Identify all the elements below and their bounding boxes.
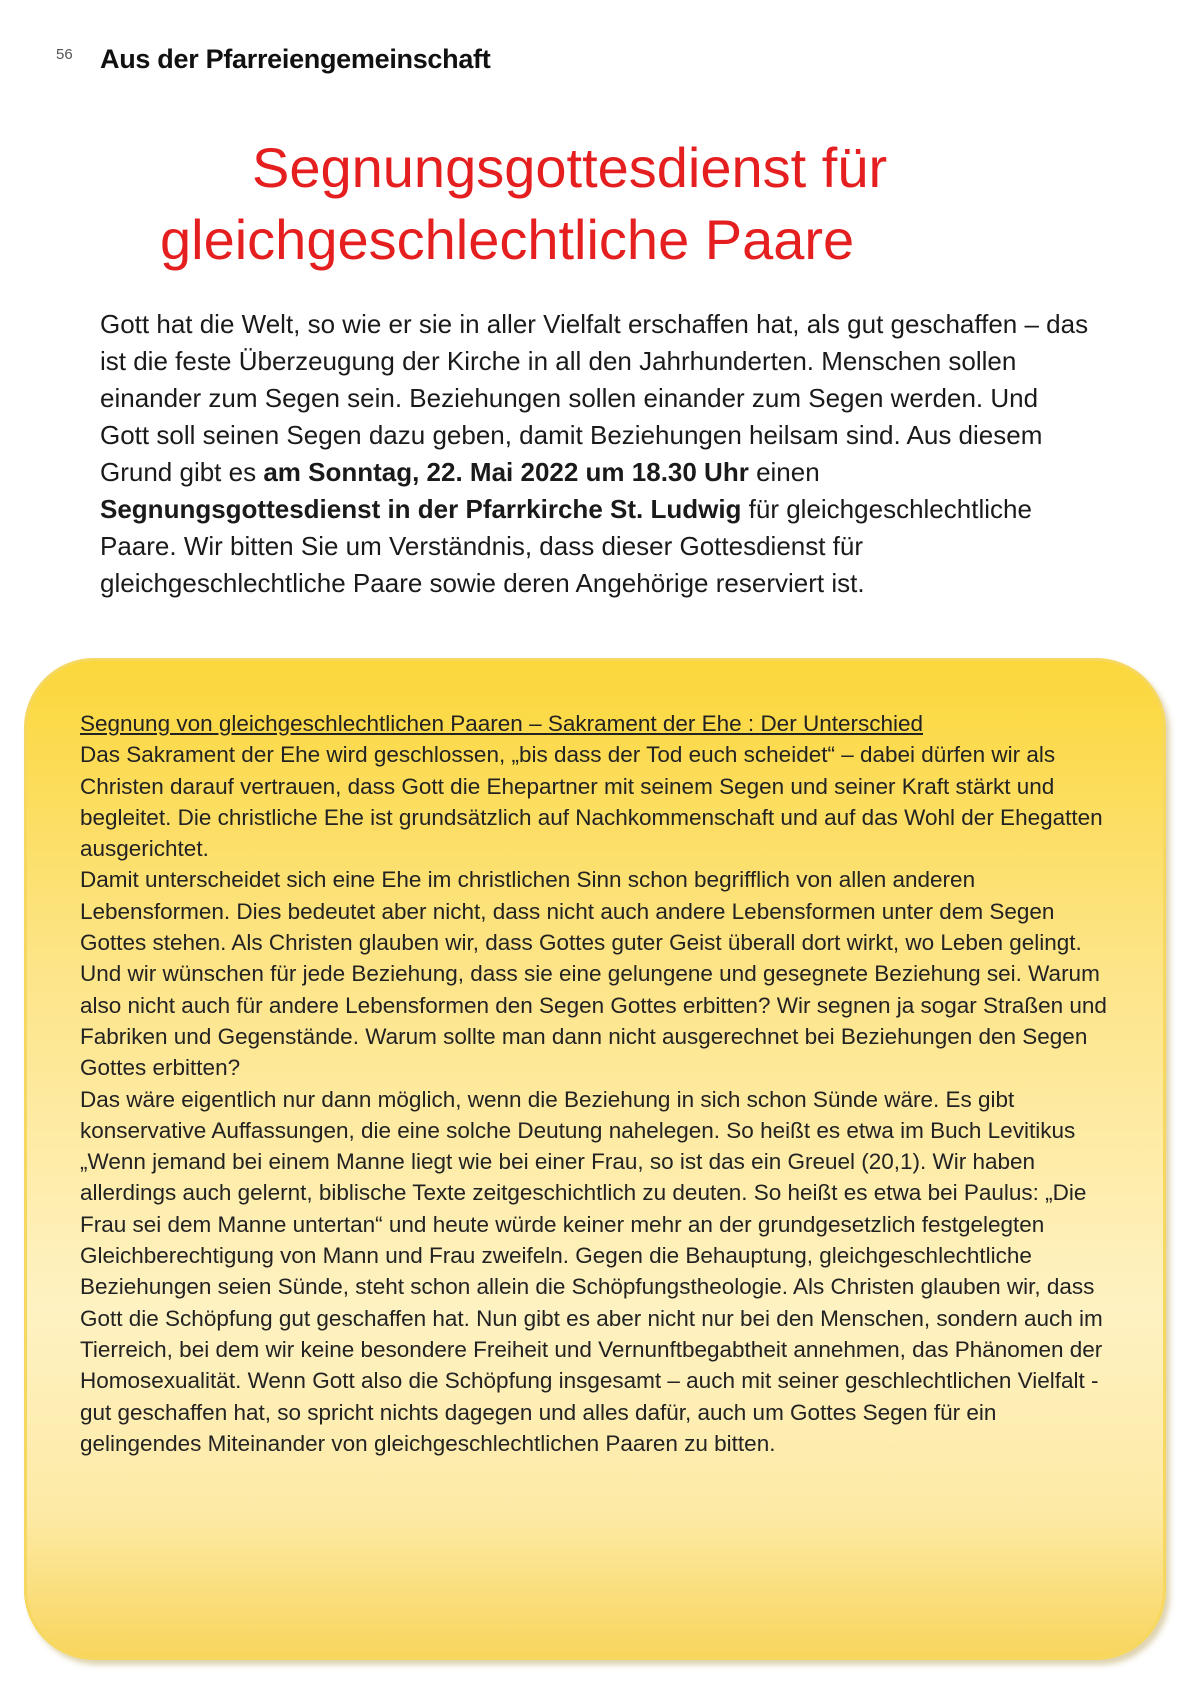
headline-line-1: Segnungsgottesdienst für [252,136,888,199]
intro-paragraph [100,306,1090,602]
headline-line-2: gleichgeschlechtliche Paare [160,208,855,271]
info-box-paragraph-2: Damit unterscheidet sich eine Ehe im christlichen Sinn schon begrifflich von allen anderen Lebensformen. Dies bedeutet aber nicht, dass nicht auch andere Lebensformen unter dem Segen Gottes stehen. Als Christen glauben wir, dass Gottes guter Geist überall dort wirkt, wo Leben gelingt. Und wir wünschen für jede Beziehung, dass sie eine gelungene und gesegnete Beziehung sei. Warum also nicht auch für andere Lebensformen den Segen Gottes erbitten? Wir segnen ja sogar Straßen und Fabriken und Gegenstände. Warum sollte man dann nicht ausgerechnet bei Beziehungen den Segen Gottes erbitten? [80,867,1107,1081]
intro-text-2: einen [748,457,820,487]
info-box-heading: Segnung von gleichgeschlechtlichen Paaren – Sakrament der Ehe : Der Unterschied [80,711,924,736]
event-location: Segnungsgottesdienst in der Pfarrkirche St. Ludwig [100,494,742,524]
intro-text-1: Gott hat die Welt, so wie er sie in aller Vielfalt erschaffen hat, als gut geschaffen – das ist die feste Überzeugung der Kirche in all den Jahrhunderten. Menschen sollen einander zum Segen sein. Beziehungen sollen einander zum Segen werden. Und Gott soll seinen Segen dazu geben, damit Beziehungen heilsam sind. Aus diesem Grund gibt es [100,309,1089,487]
section-title: Aus der Pfarreiengemeinschaft [100,44,491,74]
page-number: 56 [56,46,73,63]
event-date: am Sonntag, 22. Mai 2022 um 18.30 Uhr [263,457,749,487]
intro-text-3: für gleichgeschlechtliche Paare. Wir bitten Sie um Verständnis, dass dieser Gottesdienst für gleichgeschlechtliche Paare sowie deren Angehörige reserviert ist. [100,494,1032,598]
info-box-paragraph-1: Das Sakrament der Ehe wird geschlossen, „bis dass der Tod euch scheidet“ – dabei dürfen wir als Christen darauf vertrauen, dass Gott die Ehepartner mit seinem Segen und seiner Kraft stärkt und begleitet. Die christliche Ehe ist grundsätzlich auf Nachkommenschaft und auf das Wohl der Ehegatten ausgerichtet. [80,742,1103,862]
headline [140,132,1060,276]
info-box-paragraph-3: Das wäre eigentlich nur dann möglich, wenn die Beziehung in sich schon Sünde wäre. Es gibt konservative Auffassungen, die eine solche Deutung nahelegen. So heißt es etwa im Buch Levitikus „Wenn jemand bei einem Manne liegt wie bei einer Frau, so ist das ein Greuel (20,1). Wir haben allerdings auch gelernt, biblische Texte zeitgeschichtlich zu deuten. So heißt es etwa bei Paulus: „Die Frau sei dem Manne untertan“ und heute würde keiner mehr an der grundgesetzlich festgelegten Gleichberechtigung von Mann und Frau zweifeln. Gegen die Behauptung, gleichgeschlechtliche Beziehungen seien Sünde, steht schon allein die Schöpfungstheologie. Als Christen glauben wir, dass Gott die Schöpfung gut geschaffen hat. Nun gibt es aber nicht nur bei den Menschen, sondern auch im Tierreich, bei dem wir keine besondere Freiheit und Vernunftbegabtheit annehmen, das Phänomen der Homosexualität. Wenn Gott also die Schöpfung insgesamt – auch mit seiner geschlechtlichen Vielfalt - gut geschaffen hat, so spricht nichts dagegen und alles dafür, auch um Gottes Segen für ein gelingendes Miteinander von gleichgeschlechtlichen Paaren zu bitten. [80,1086,1103,1456]
info-box-body [80,708,1120,1459]
